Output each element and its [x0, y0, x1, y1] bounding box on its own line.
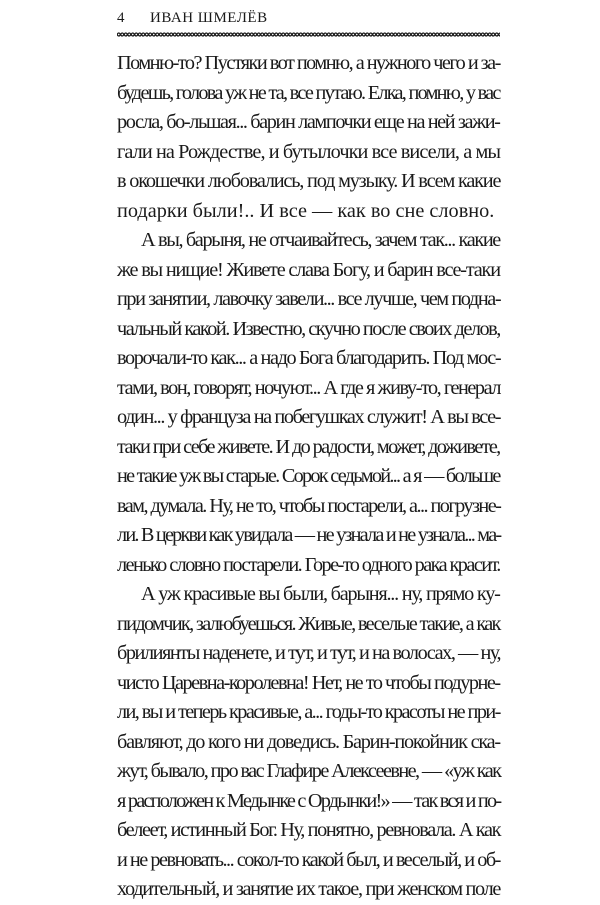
- text-line: брилиянты наденете, и тут, и тут, и на волосах, — ну,: [117, 642, 501, 664]
- text-line: А уж красивые вы были, барыня... ну, прямо ку-: [141, 583, 500, 605]
- text-line: тами, вон, говорят, ночуют... А где я живу-то, генерал: [117, 376, 500, 399]
- text-line: гали на Рождестве, и бутылочки все висели, а мы: [117, 140, 501, 163]
- text-line: при занятии, лавочку завели... все лучше, чем подна-: [117, 288, 501, 310]
- text-line: белеет, истинный Бог. Ну, понятно, ревновала. А как: [117, 819, 501, 841]
- text-line: не такие уж вы старые. Сорок седьмой... а я — больше: [117, 465, 500, 487]
- decorative-rule: [117, 31, 500, 38]
- text-line: же вы нищие! Живете слава Богу, и барин все-таки: [117, 258, 500, 281]
- text-line: таки при себе живете. И до радости, может, доживете,: [117, 435, 500, 458]
- text-line: ли, вы и теперь красивые, а... годы-то красоты не при-: [117, 701, 500, 723]
- text-line: росла, бо-льшая... барин лампочки еще на ней зажи-: [117, 111, 500, 133]
- text-line: жут, бывало, про вас Глафире Алексеевне, — «уж как: [117, 760, 501, 782]
- page-number: 4: [117, 10, 125, 26]
- text-line: Помню-то? Пустяки вот помню, а нужного чего и за-: [117, 52, 500, 74]
- text-line: бавляют, до кого ни доведись. Барин-покойник ска-: [117, 730, 500, 753]
- text-line: ленько словно постарели. Горе-то одного рака красит.: [117, 553, 500, 576]
- text-line: ходительный, и занятие их такое, при женском поле: [117, 878, 501, 900]
- text-line: я расположен к Медынке с Ордынки!» — так вся и по-: [117, 789, 501, 812]
- text-line: один... у француза на побегушках служит! А вы все-: [117, 406, 501, 428]
- text-line: ворочали-то как... а надо Бога благодарить. Под мос-: [117, 347, 501, 369]
- text-line: и не ревновать... сокол-то какой был, и веселый, и об-: [117, 848, 500, 871]
- text-line: будешь, голова уж не та, все путаю. Елка, помню, у вас: [117, 81, 500, 104]
- text-line: чальный какой. Известно, скучно после своих делов,: [117, 317, 500, 340]
- body-text: [117, 49, 500, 905]
- text-line: пидомчик, залюбуешься. Живые, веселые такие, а как: [117, 612, 500, 635]
- text-line: чисто Царевна-королевна! Нет, не то чтобы подурне-: [117, 671, 500, 694]
- text-line: А вы, барыня, не отчаивайтесь, зачем так... какие: [141, 229, 500, 251]
- text-line: подарки были!.. И все — как во сне словно.: [117, 199, 495, 222]
- text-line: в окошечки любовались, под музыку. И всем какие: [117, 170, 501, 192]
- text-line: вам, думала. Ну, не то, чтобы постарели, а... погрузне-: [117, 494, 501, 517]
- text-line: ли. В церкви как увидала — не узнала и не узнала... ма-: [117, 524, 501, 546]
- running-head: [117, 9, 268, 27]
- author-name: ИВАН ШМЕЛЁВ: [150, 10, 268, 26]
